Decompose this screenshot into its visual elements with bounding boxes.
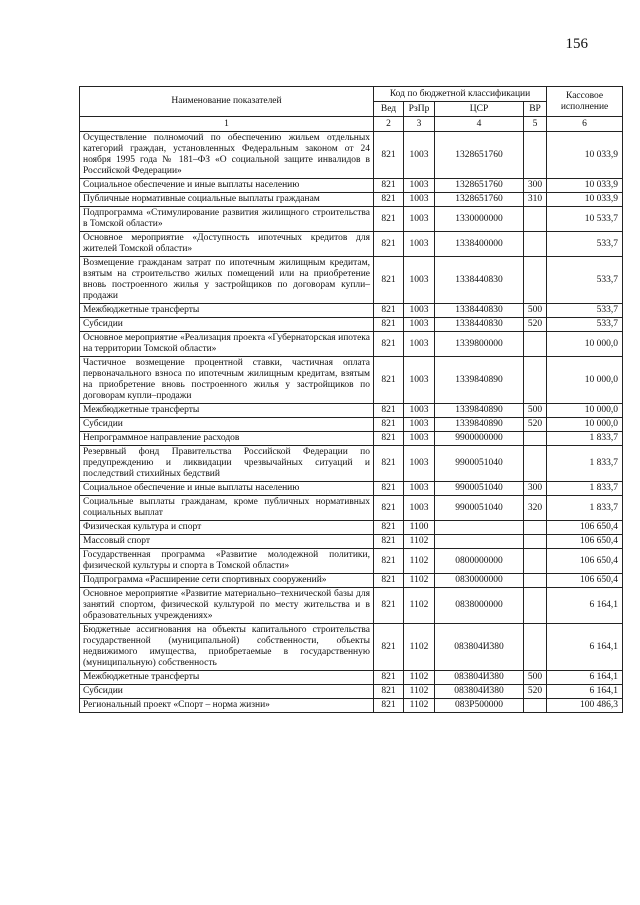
row-rzpr-cell: 1003 xyxy=(404,193,435,207)
row-name-cell: Социальное обеспечение и иные выплаты населению xyxy=(80,482,374,496)
row-ved-cell: 821 xyxy=(374,357,404,404)
row-name-cell: Межбюджетные трансферты xyxy=(80,304,374,318)
row-name-cell: Осуществление полномочий по обеспечению жильем отдельных категорий граждан, установленных Федеральным законом от 24 ноября 1995 года № 181–ФЗ «О социальной защите инвалидов в Российской Федерации» xyxy=(80,132,374,179)
row-rzpr-cell: 1003 xyxy=(404,496,435,521)
table-row xyxy=(80,685,623,699)
table-row xyxy=(80,699,623,713)
row-rzpr-cell: 1102 xyxy=(404,574,435,588)
row-rzpr-cell: 1003 xyxy=(404,232,435,257)
row-sum-cell: 10 033,9 xyxy=(547,179,623,193)
row-rzpr-cell: 1003 xyxy=(404,357,435,404)
row-rzpr-cell: 1003 xyxy=(404,179,435,193)
header-num-1: 1 xyxy=(80,117,374,132)
row-name-cell: Межбюджетные трансферты xyxy=(80,404,374,418)
row-name-cell: Массовый спорт xyxy=(80,535,374,549)
row-sum-cell: 106 650,4 xyxy=(547,574,623,588)
row-csr-cell: 9900051040 xyxy=(435,496,524,521)
row-ved-cell: 821 xyxy=(374,671,404,685)
row-ved-cell: 821 xyxy=(374,304,404,318)
row-vr-cell: 520 xyxy=(524,418,547,432)
row-name-cell: Социальное обеспечение и иные выплаты населению xyxy=(80,179,374,193)
row-vr-cell: 500 xyxy=(524,304,547,318)
row-csr-cell: 083804И380 xyxy=(435,685,524,699)
row-sum-cell: 10 033,9 xyxy=(547,193,623,207)
row-name-cell: Межбюджетные трансферты xyxy=(80,671,374,685)
row-vr-cell: 310 xyxy=(524,193,547,207)
row-sum-cell: 10 533,7 xyxy=(547,207,623,232)
row-sum-cell: 106 650,4 xyxy=(547,535,623,549)
row-sum-cell: 10 000,0 xyxy=(547,357,623,404)
row-name-cell: Субсидии xyxy=(80,318,374,332)
row-vr-cell: 520 xyxy=(524,685,547,699)
header-rzpr: РзПр xyxy=(404,102,435,117)
row-csr-cell xyxy=(435,521,524,535)
row-name-cell: Основное мероприятие «Развитие материально–технической базы для занятий спортом, физической культурой по месту жительства и в образовательных учреждениях» xyxy=(80,588,374,624)
row-vr-cell xyxy=(524,446,547,482)
row-ved-cell: 821 xyxy=(374,482,404,496)
row-csr-cell: 083804И380 xyxy=(435,624,524,671)
row-vr-cell xyxy=(524,232,547,257)
header-vr: ВР xyxy=(524,102,547,117)
row-csr-cell: 1338400000 xyxy=(435,232,524,257)
row-ved-cell: 821 xyxy=(374,685,404,699)
row-rzpr-cell: 1102 xyxy=(404,671,435,685)
header-code-group: Код по бюджетной классификации xyxy=(374,87,547,102)
row-rzpr-cell: 1102 xyxy=(404,588,435,624)
row-name-cell: Непрограммное направление расходов xyxy=(80,432,374,446)
table-row xyxy=(80,332,623,357)
table-row xyxy=(80,482,623,496)
row-name-cell: Социальные выплаты гражданам, кроме публичных нормативных социальных выплат xyxy=(80,496,374,521)
row-csr-cell: 9900000000 xyxy=(435,432,524,446)
header-ved: Вед xyxy=(374,102,404,117)
table-row xyxy=(80,404,623,418)
row-vr-cell xyxy=(524,535,547,549)
row-sum-cell: 6 164,1 xyxy=(547,671,623,685)
row-ved-cell: 821 xyxy=(374,318,404,332)
row-csr-cell: 0838000000 xyxy=(435,588,524,624)
row-vr-cell xyxy=(524,574,547,588)
table-row xyxy=(80,304,623,318)
row-name-cell: Основное мероприятие «Реализация проекта «Губернаторская ипотека на территории Томской области» xyxy=(80,332,374,357)
row-sum-cell: 10 000,0 xyxy=(547,418,623,432)
row-vr-cell xyxy=(524,588,547,624)
budget-table xyxy=(79,86,623,713)
row-rzpr-cell: 1003 xyxy=(404,318,435,332)
row-ved-cell: 821 xyxy=(374,132,404,179)
header-name: Наименование показателей xyxy=(80,87,374,117)
row-sum-cell: 533,7 xyxy=(547,304,623,318)
table-row xyxy=(80,357,623,404)
row-name-cell: Возмещение гражданам затрат по ипотечным жилищным кредитам, взятым на строительство жилых помещений или на приобретение вновь построенного жилья у застройщиков по договорам купли–продажи xyxy=(80,257,374,304)
page-number: 156 xyxy=(565,36,588,52)
row-vr-cell: 500 xyxy=(524,671,547,685)
row-rzpr-cell: 1003 xyxy=(404,332,435,357)
row-name-cell: Физическая культура и спорт xyxy=(80,521,374,535)
row-rzpr-cell: 1102 xyxy=(404,624,435,671)
row-ved-cell: 821 xyxy=(374,404,404,418)
row-sum-cell: 6 164,1 xyxy=(547,588,623,624)
row-name-cell: Публичные нормативные социальные выплаты гражданам xyxy=(80,193,374,207)
row-ved-cell: 821 xyxy=(374,257,404,304)
row-csr-cell: 083804И380 xyxy=(435,671,524,685)
table-header xyxy=(80,87,623,132)
row-sum-cell: 6 164,1 xyxy=(547,685,623,699)
row-ved-cell: 821 xyxy=(374,624,404,671)
row-rzpr-cell: 1102 xyxy=(404,549,435,574)
row-rzpr-cell: 1003 xyxy=(404,304,435,318)
row-name-cell: Подпрограмма «Стимулирование развития жилищного строительства в Томской области» xyxy=(80,207,374,232)
row-ved-cell: 821 xyxy=(374,496,404,521)
row-sum-cell: 533,7 xyxy=(547,232,623,257)
row-rzpr-cell: 1102 xyxy=(404,699,435,713)
row-rzpr-cell: 1100 xyxy=(404,521,435,535)
row-csr-cell: 1339840890 xyxy=(435,404,524,418)
table-row xyxy=(80,207,623,232)
row-sum-cell: 10 000,0 xyxy=(547,332,623,357)
row-csr-cell: 1339840890 xyxy=(435,357,524,404)
row-csr-cell xyxy=(435,535,524,549)
row-csr-cell: 1339800000 xyxy=(435,332,524,357)
table-body xyxy=(80,132,623,713)
row-name-cell: Резервный фонд Правительства Российской Федерации по предупреждению и ликвидации чрезвычайных ситуаций и последствий стихийных бедствий xyxy=(80,446,374,482)
table-row xyxy=(80,179,623,193)
row-vr-cell xyxy=(524,332,547,357)
table-row xyxy=(80,496,623,521)
row-name-cell: Субсидии xyxy=(80,685,374,699)
header-num-4: 4 xyxy=(435,117,524,132)
row-sum-cell: 533,7 xyxy=(547,257,623,304)
row-ved-cell: 821 xyxy=(374,432,404,446)
row-name-cell: Субсидии xyxy=(80,418,374,432)
row-csr-cell: 1338440830 xyxy=(435,304,524,318)
table-row xyxy=(80,574,623,588)
row-name-cell: Государственная программа «Развитие молодежной политики, физической культуры и спорта в Томской области» xyxy=(80,549,374,574)
row-ved-cell: 821 xyxy=(374,232,404,257)
row-sum-cell: 10 000,0 xyxy=(547,404,623,418)
header-num-3: 3 xyxy=(404,117,435,132)
header-num-6: 6 xyxy=(547,117,623,132)
row-vr-cell: 520 xyxy=(524,318,547,332)
row-rzpr-cell: 1003 xyxy=(404,404,435,418)
row-csr-cell: 1338440830 xyxy=(435,257,524,304)
row-ved-cell: 821 xyxy=(374,179,404,193)
row-csr-cell: 9900051040 xyxy=(435,482,524,496)
row-rzpr-cell: 1003 xyxy=(404,418,435,432)
table-row xyxy=(80,588,623,624)
row-ved-cell: 821 xyxy=(374,549,404,574)
row-vr-cell xyxy=(524,549,547,574)
row-name-cell: Бюджетные ассигнования на объекты капитального строительства государственной (муниципальной) собственности, объекты недвижимого имущества, приобретаемые в государственную (муниципальную) собственность xyxy=(80,624,374,671)
row-vr-cell xyxy=(524,207,547,232)
table-row xyxy=(80,446,623,482)
row-ved-cell: 821 xyxy=(374,446,404,482)
table-row xyxy=(80,132,623,179)
row-ved-cell: 821 xyxy=(374,193,404,207)
row-sum-cell: 106 650,4 xyxy=(547,549,623,574)
row-csr-cell: 0800000000 xyxy=(435,549,524,574)
row-vr-cell xyxy=(524,521,547,535)
row-vr-cell: 500 xyxy=(524,404,547,418)
row-vr-cell xyxy=(524,357,547,404)
row-csr-cell: 1338440830 xyxy=(435,318,524,332)
row-csr-cell: 1328651760 xyxy=(435,193,524,207)
header-num-2: 2 xyxy=(374,117,404,132)
row-vr-cell xyxy=(524,432,547,446)
row-name-cell: Основное мероприятие «Доступность ипотечных кредитов для жителей Томской области» xyxy=(80,232,374,257)
row-ved-cell: 821 xyxy=(374,535,404,549)
row-rzpr-cell: 1102 xyxy=(404,685,435,699)
row-rzpr-cell: 1003 xyxy=(404,207,435,232)
row-sum-cell: 1 833,7 xyxy=(547,482,623,496)
row-vr-cell xyxy=(524,624,547,671)
row-sum-cell: 100 486,3 xyxy=(547,699,623,713)
row-name-cell: Региональный проект «Спорт – норма жизни» xyxy=(80,699,374,713)
row-name-cell: Частичное возмещение процентной ставки, частичная оплата первоначального взноса по ипотечным жилищным кредитам, взятым на приобретение вновь построенного жилья у застройщиков по договорам купли–продажи xyxy=(80,357,374,404)
row-csr-cell: 1330000000 xyxy=(435,207,524,232)
row-vr-cell: 300 xyxy=(524,482,547,496)
row-sum-cell: 1 833,7 xyxy=(547,432,623,446)
header-csr: ЦСР xyxy=(435,102,524,117)
table-row xyxy=(80,521,623,535)
row-csr-cell: 0830000000 xyxy=(435,574,524,588)
table-row xyxy=(80,257,623,304)
row-ved-cell: 821 xyxy=(374,418,404,432)
row-rzpr-cell: 1003 xyxy=(404,482,435,496)
row-sum-cell: 10 033,9 xyxy=(547,132,623,179)
row-vr-cell: 320 xyxy=(524,496,547,521)
row-ved-cell: 821 xyxy=(374,521,404,535)
row-csr-cell: 1339840890 xyxy=(435,418,524,432)
header-cash: Кассовое исполнение xyxy=(547,87,623,117)
table-row xyxy=(80,232,623,257)
table-row xyxy=(80,535,623,549)
table-row xyxy=(80,193,623,207)
row-ved-cell: 821 xyxy=(374,574,404,588)
row-rzpr-cell: 1003 xyxy=(404,132,435,179)
table-row xyxy=(80,418,623,432)
table-row xyxy=(80,549,623,574)
header-num-5: 5 xyxy=(524,117,547,132)
row-ved-cell: 821 xyxy=(374,332,404,357)
row-sum-cell: 6 164,1 xyxy=(547,624,623,671)
row-name-cell: Подпрограмма «Расширение сети спортивных сооружений» xyxy=(80,574,374,588)
row-sum-cell: 533,7 xyxy=(547,318,623,332)
table-row xyxy=(80,318,623,332)
row-sum-cell: 106 650,4 xyxy=(547,521,623,535)
row-sum-cell: 1 833,7 xyxy=(547,496,623,521)
row-rzpr-cell: 1003 xyxy=(404,257,435,304)
row-vr-cell: 300 xyxy=(524,179,547,193)
row-rzpr-cell: 1003 xyxy=(404,432,435,446)
row-ved-cell: 821 xyxy=(374,699,404,713)
row-ved-cell: 821 xyxy=(374,207,404,232)
table-row xyxy=(80,671,623,685)
row-csr-cell: 9900051040 xyxy=(435,446,524,482)
row-rzpr-cell: 1003 xyxy=(404,446,435,482)
row-csr-cell: 1328651760 xyxy=(435,179,524,193)
table-row xyxy=(80,624,623,671)
row-vr-cell xyxy=(524,257,547,304)
row-ved-cell: 821 xyxy=(374,588,404,624)
row-sum-cell: 1 833,7 xyxy=(547,446,623,482)
row-rzpr-cell: 1102 xyxy=(404,535,435,549)
row-csr-cell: 1328651760 xyxy=(435,132,524,179)
table-row xyxy=(80,432,623,446)
row-csr-cell: 083P500000 xyxy=(435,699,524,713)
row-vr-cell xyxy=(524,699,547,713)
row-vr-cell xyxy=(524,132,547,179)
